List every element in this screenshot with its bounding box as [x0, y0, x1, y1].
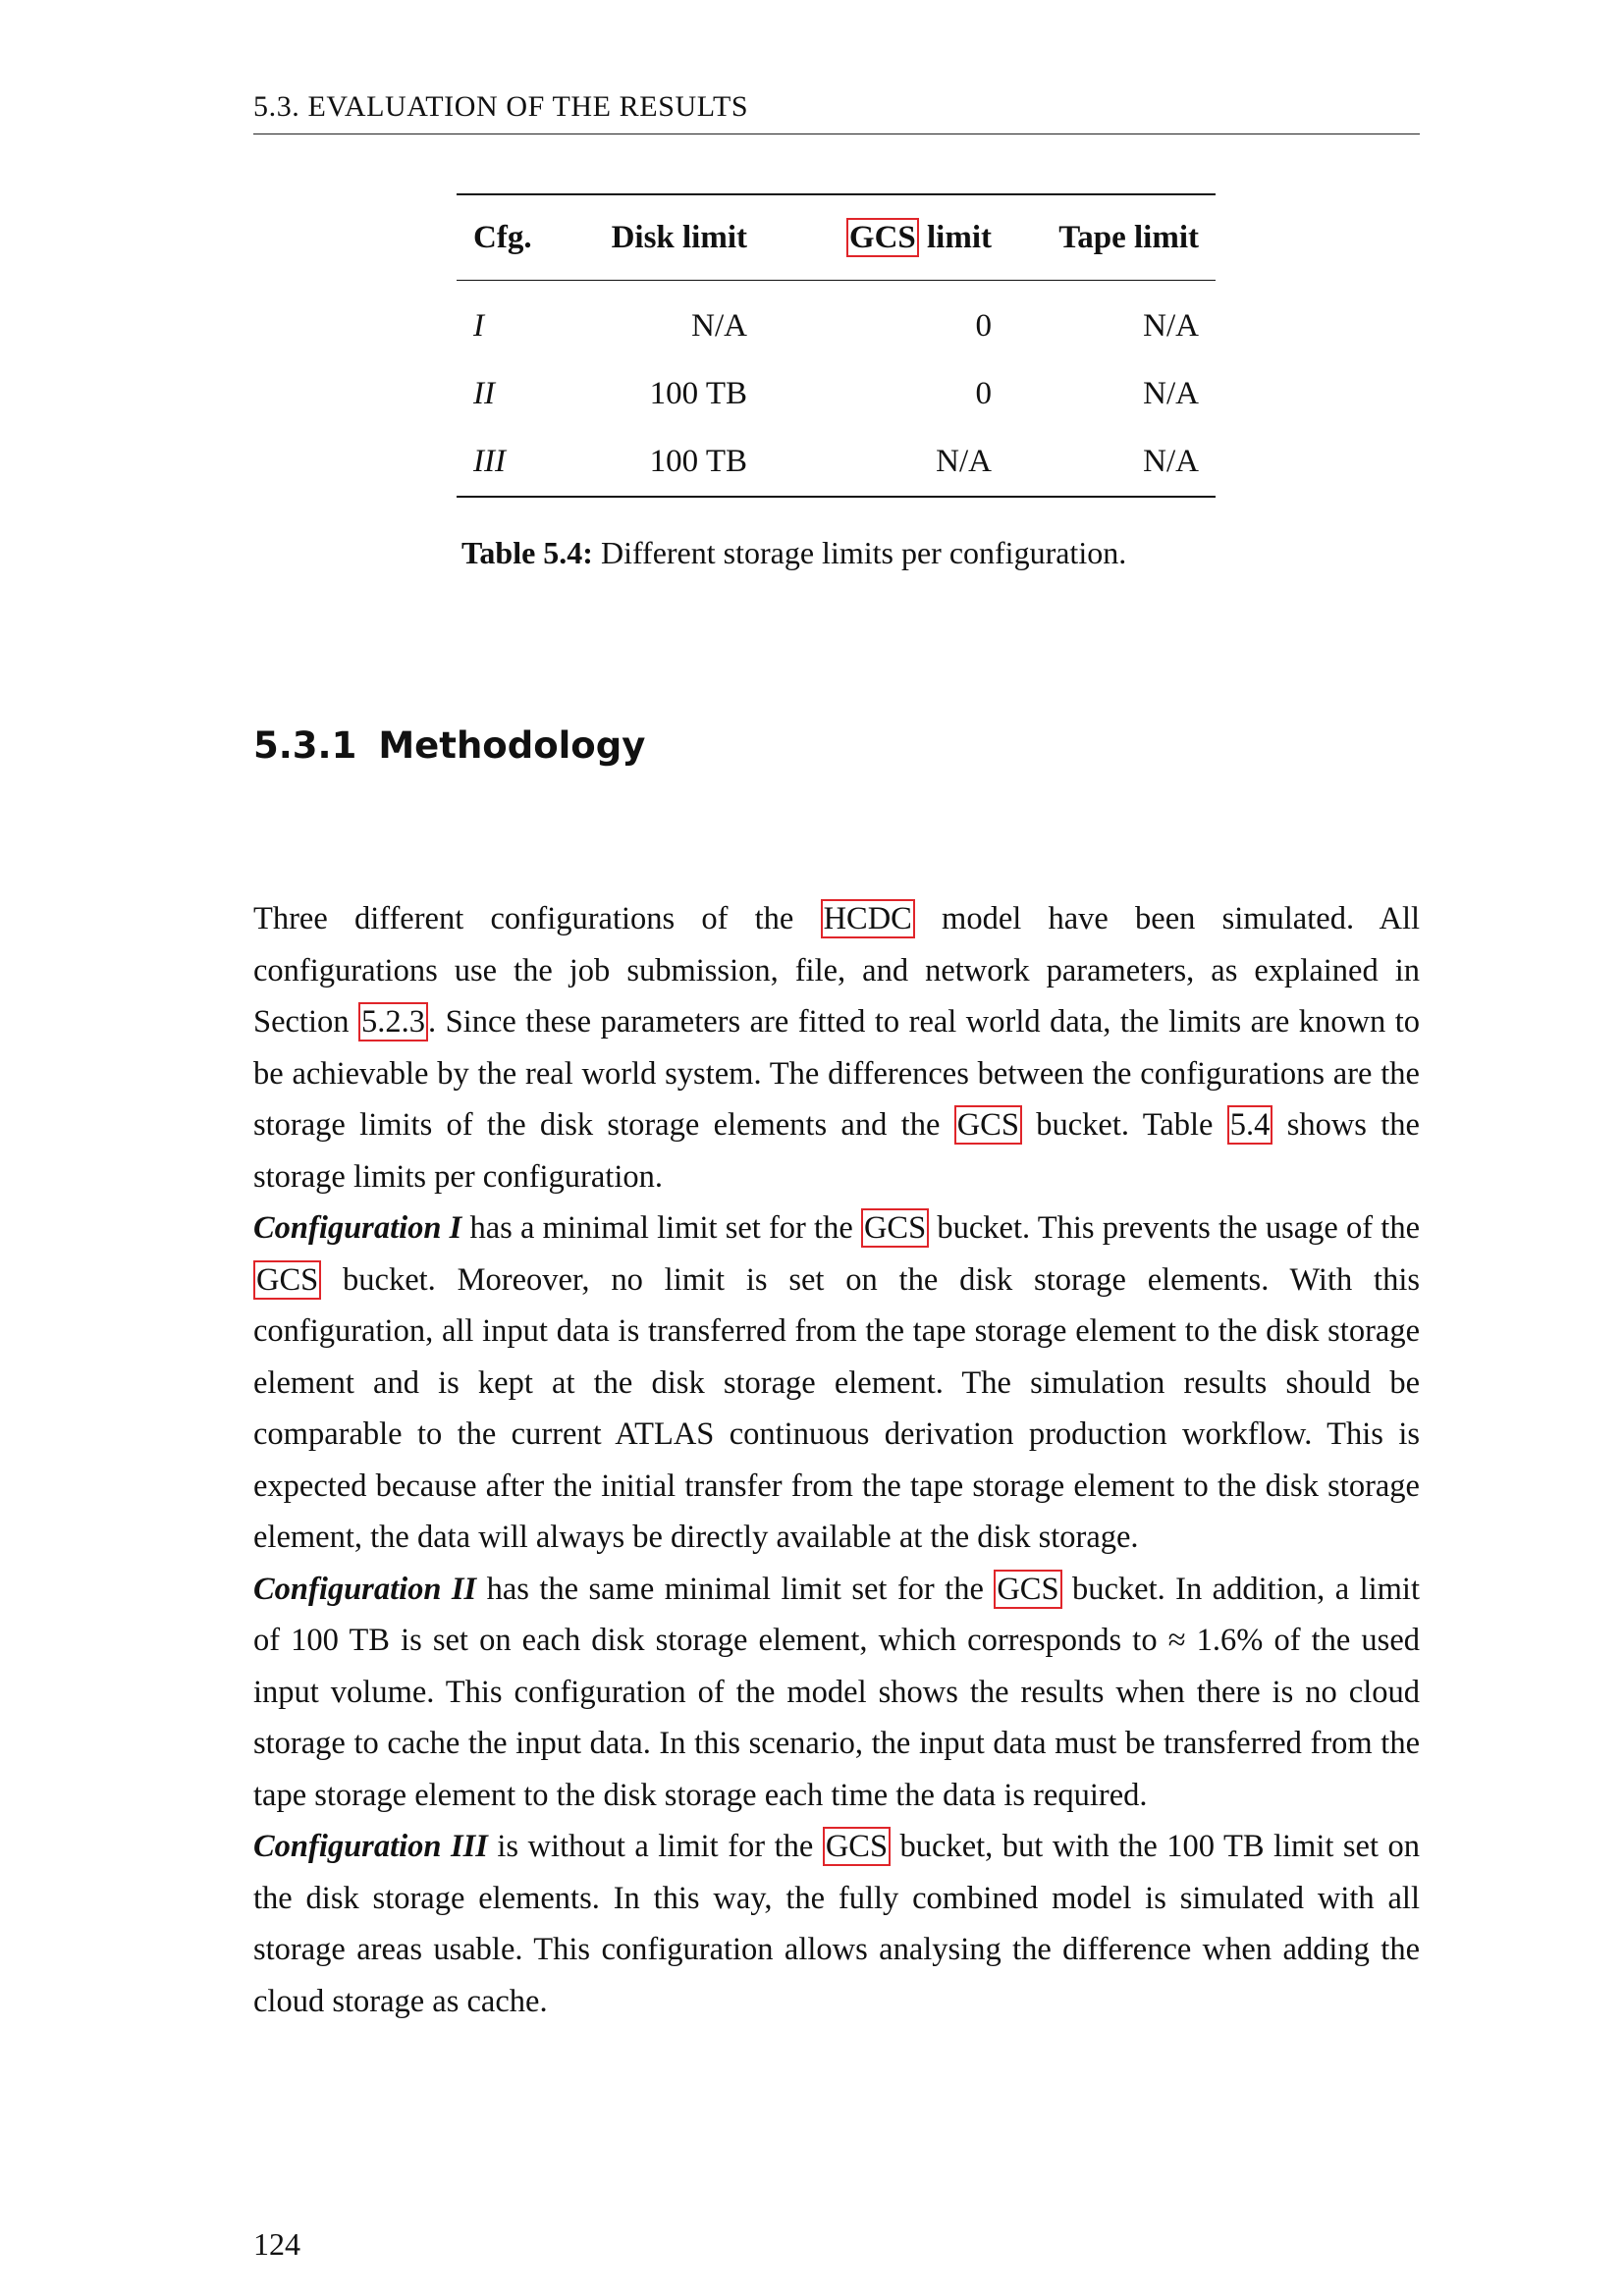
gcs-acronym-link[interactable]: GCS: [253, 1260, 321, 1300]
cell-cfg: II: [473, 376, 495, 411]
config-label: Configuration III: [253, 1829, 488, 1864]
cell-tape-limit: N/A: [1143, 376, 1199, 411]
table-ref-link[interactable]: 5.4: [1227, 1105, 1273, 1145]
caption-label: Table 5.4:: [461, 535, 593, 570]
cell-gcs-limit: 0: [975, 376, 992, 411]
cell-disk-limit: 100 TB: [649, 444, 747, 479]
body-text: [253, 893, 1420, 2027]
section-title: Methodology: [378, 724, 646, 767]
text-run: bucket. In addition, a limit of 100 TB is set on each disk storage element, which corresponds to ≈ 1.6% of the used input volume. This configuration of the model shows the results when there is no cloud storage to cache the input data. In this scenario, the input data must be transferred from the tape storage element to the disk storage each time the data is required.: [253, 1571, 1420, 1813]
header-gcs-limit: [764, 194, 1008, 281]
gcs-acronym-link[interactable]: GCS: [823, 1827, 891, 1866]
table-header-row: [457, 194, 1216, 281]
gcs-acronym-link[interactable]: GCS: [861, 1208, 929, 1248]
cell-gcs-limit: 0: [975, 308, 992, 344]
header-gcs-limit-suffix: limit: [918, 219, 992, 255]
paragraph-config-3: [253, 1821, 1420, 2027]
cell-disk-limit: 100 TB: [649, 376, 747, 411]
config-label: Configuration I: [253, 1210, 462, 1246]
running-header: 5.3. EVALUATION OF THE RESULTS: [253, 90, 1420, 134]
paragraph-intro: [253, 893, 1420, 1202]
paragraph-config-2: [253, 1564, 1420, 1822]
header-cfg: Cfg.: [473, 219, 532, 255]
text-run: has the same minimal limit set for the: [476, 1571, 995, 1607]
cell-cfg: I: [473, 308, 484, 344]
cell-tape-limit: N/A: [1143, 308, 1199, 344]
table-row: [457, 428, 1216, 497]
config-label: Configuration II: [253, 1571, 477, 1607]
text-run: has a minimal limit set for the: [461, 1210, 861, 1246]
section-ref-link[interactable]: 5.2.3: [358, 1002, 428, 1041]
text-run: . Since these parameters are fitted to real world data, the limits are known to be achievable by the real world system. The differences between the configurations are the storage limits of the disk storage elements and the: [253, 1004, 1421, 1143]
paragraph-config-1: [253, 1202, 1420, 1564]
text-run: is without a limit for the: [487, 1829, 823, 1864]
gcs-acronym-link[interactable]: GCS: [994, 1570, 1061, 1609]
text-run: bucket. Moreover, no limit is set on the disk storage elements. With this configuration, all input data is transferred from the tape storage element to the disk storage element and is kept at the disk storage element. The simulation results should be comparable to the current ATLAS continuous derivation production workflow. This is expected because after the initial transfer from the tape storage element to the disk storage element, the data will always be directly available at the disk storage.: [253, 1261, 1420, 1555]
cell-cfg: III: [473, 444, 506, 479]
text-run: model have been simulated. All configurations use the job submission, file, and network parameters, as explained in Section: [253, 901, 1420, 1040]
storage-limits-table: [457, 193, 1216, 498]
table-caption: [461, 535, 1126, 571]
text-run: bucket, but with the 100 TB limit set on the disk storage elements. In this way, the fully combined model is simulated with all storage areas usable. This configuration allows analysing the difference when adding the cloud storage as cache.: [253, 1829, 1420, 2019]
caption-text: Different storage limits per configuration.: [592, 535, 1127, 570]
section-heading: [253, 724, 645, 767]
header-disk-limit: Disk limit: [611, 219, 747, 255]
gcs-acronym-link[interactable]: GCS: [846, 218, 919, 257]
text-run: Three different configurations of the: [253, 901, 821, 936]
section-number: 5.3.1: [253, 724, 357, 767]
text-run: shows the storage limits per configuration.: [253, 1107, 1420, 1195]
table-row: [457, 360, 1216, 428]
header-tape-limit: Tape limit: [1058, 219, 1199, 255]
cell-disk-limit: N/A: [691, 308, 747, 344]
hcdc-acronym-link[interactable]: HCDC: [821, 899, 915, 938]
table-row: [457, 281, 1216, 361]
text-run: bucket. Table: [1021, 1107, 1227, 1143]
table: [457, 193, 1216, 498]
cell-tape-limit: N/A: [1143, 444, 1199, 479]
cell-gcs-limit: N/A: [936, 444, 992, 479]
gcs-acronym-link[interactable]: GCS: [954, 1105, 1022, 1145]
text-run: bucket. This prevents the usage of the: [929, 1210, 1421, 1246]
page-number: 124: [253, 2226, 300, 2262]
